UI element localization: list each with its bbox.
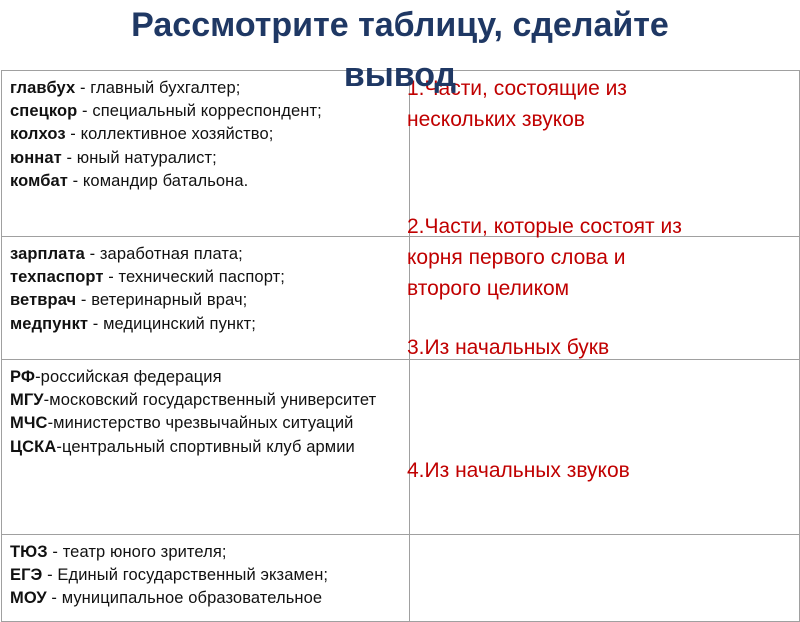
abbreviations-table	[1, 70, 800, 622]
title-line-1: Рассмотрите таблицу, сделайте	[131, 6, 669, 44]
list-item: комбат - командир батальона.	[10, 171, 249, 190]
abbreviations-cell	[2, 360, 410, 535]
list-item: ЕГЭ - Единый государственный экзамен;	[10, 566, 329, 585]
conclusion-2	[407, 211, 682, 304]
table-row	[2, 360, 800, 535]
title-line-2: вывод	[343, 56, 457, 94]
abbreviations-cell	[2, 535, 410, 622]
conclusion-1-line-2: нескольких звуков	[407, 108, 585, 131]
list-item: медпункт - медицинский пункт;	[10, 314, 256, 333]
conclusion-2-line-1: 2.Части, которые состоят из	[407, 215, 682, 238]
conclusion-4: 4.Из начальных звуков	[407, 459, 630, 482]
conclusion-1-line-1: 1.Части, состоящие из	[407, 77, 627, 100]
conclusion-cell	[410, 360, 800, 535]
list-item: главбух - главный бухгалтер;	[10, 79, 241, 97]
conclusion-3: 3.Из начальных букв	[407, 336, 610, 359]
list-item: РФ-российская федерация	[10, 368, 222, 386]
list-item: колхоз - коллективное хозяйство;	[10, 125, 274, 144]
list-item: ЦСКА-центральный спортивный клуб армии	[10, 437, 355, 456]
table-row	[2, 535, 800, 622]
conclusion-2-line-3: второго целиком	[407, 277, 570, 300]
list-item: зарплата - заработная плата;	[10, 245, 243, 263]
abbreviations-cell	[2, 237, 410, 360]
list-item: МЧС-министерство чрезвычайных ситуаций	[10, 414, 354, 433]
conclusion-cell	[410, 535, 800, 622]
list-item: юннат - юный натуралист;	[10, 148, 217, 167]
list-item: спецкор - специальный корреспондент;	[10, 102, 322, 121]
list-item: техпаспорт - технический паспорт;	[10, 268, 285, 287]
list-item: МГУ-московский государственный университет	[10, 391, 377, 410]
list-item: ТЮЗ - театр юного зрителя;	[10, 543, 227, 561]
list-item: ветврач - ветеринарный врач;	[10, 291, 248, 310]
list-item: МОУ - муниципальное образовательное	[10, 589, 323, 608]
conclusion-2-line-2: корня первого слова и	[407, 246, 626, 269]
slide-title	[0, 4, 800, 96]
